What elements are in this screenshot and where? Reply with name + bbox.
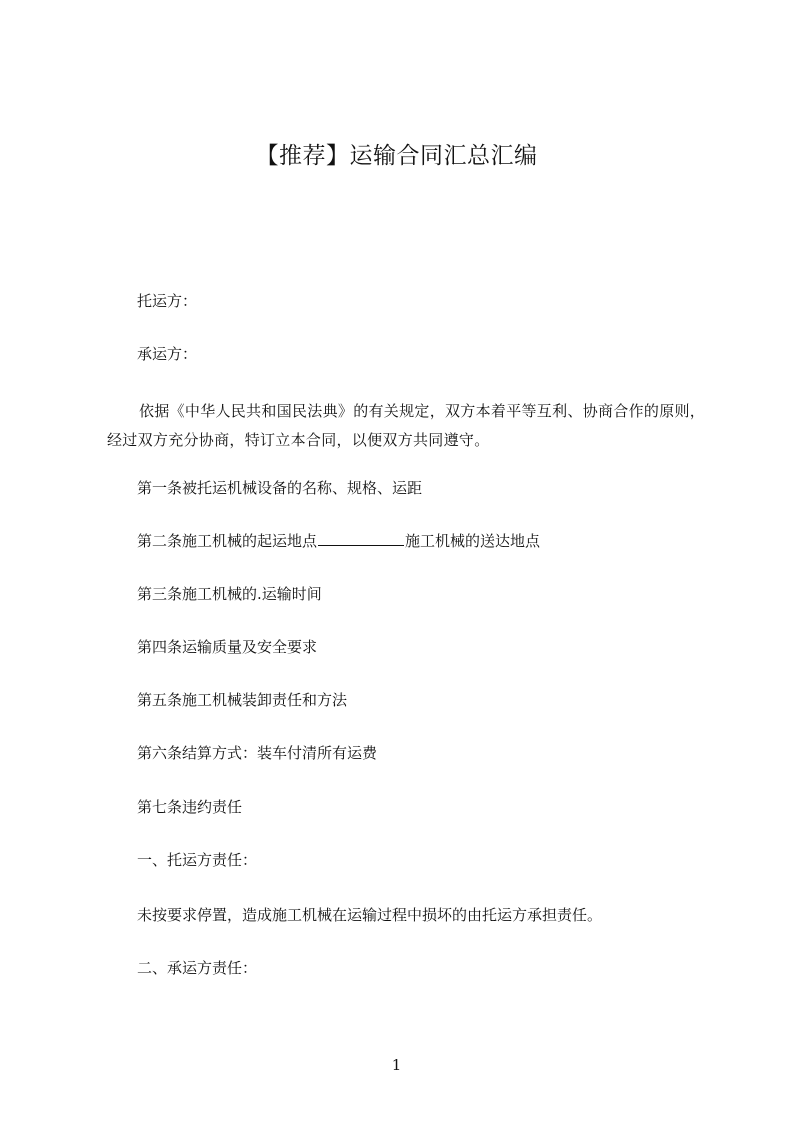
article-6: 第六条结算方式：装车付清所有运费 xyxy=(137,744,378,762)
article-1: 第一条被托运机械设备的名称、规格、运距 xyxy=(137,479,423,497)
article-2-before-blank: 第二条施工机械的起运地点 xyxy=(137,532,318,550)
article-2 xyxy=(137,531,540,551)
article-2-blank-line xyxy=(318,532,404,546)
article-7: 第七条违约责任 xyxy=(137,798,243,816)
carrier-label: 承运方： xyxy=(137,345,198,363)
article-4: 第四条运输质量及安全要求 xyxy=(137,638,318,656)
shipper-responsibility-heading: 一、托运方责任： xyxy=(137,851,258,869)
intro-paragraph: 依据《中华人民共和国民法典》的有关规定，双方本着平等互利、协商合作的原则，经过双方充分协商，特订立本合同，以便双方共同遵守。 xyxy=(107,402,706,449)
article-2-after-blank: 施工机械的送达地点 xyxy=(405,532,541,550)
shipper-label: 托运方： xyxy=(137,292,198,310)
document-title: 【推荐】运输合同汇总汇编 xyxy=(255,143,538,169)
article-5: 第五条施工机械装卸责任和方法 xyxy=(137,691,348,709)
page-number: 1 xyxy=(391,1056,402,1074)
shipper-responsibility-text: 未按要求停置，造成施工机械在运输过程中损坏的由托运方承担责任。 xyxy=(137,906,603,924)
article-3: 第三条施工机械的.运输时间 xyxy=(137,585,322,603)
carrier-responsibility-heading: 二、承运方责任： xyxy=(137,959,258,977)
